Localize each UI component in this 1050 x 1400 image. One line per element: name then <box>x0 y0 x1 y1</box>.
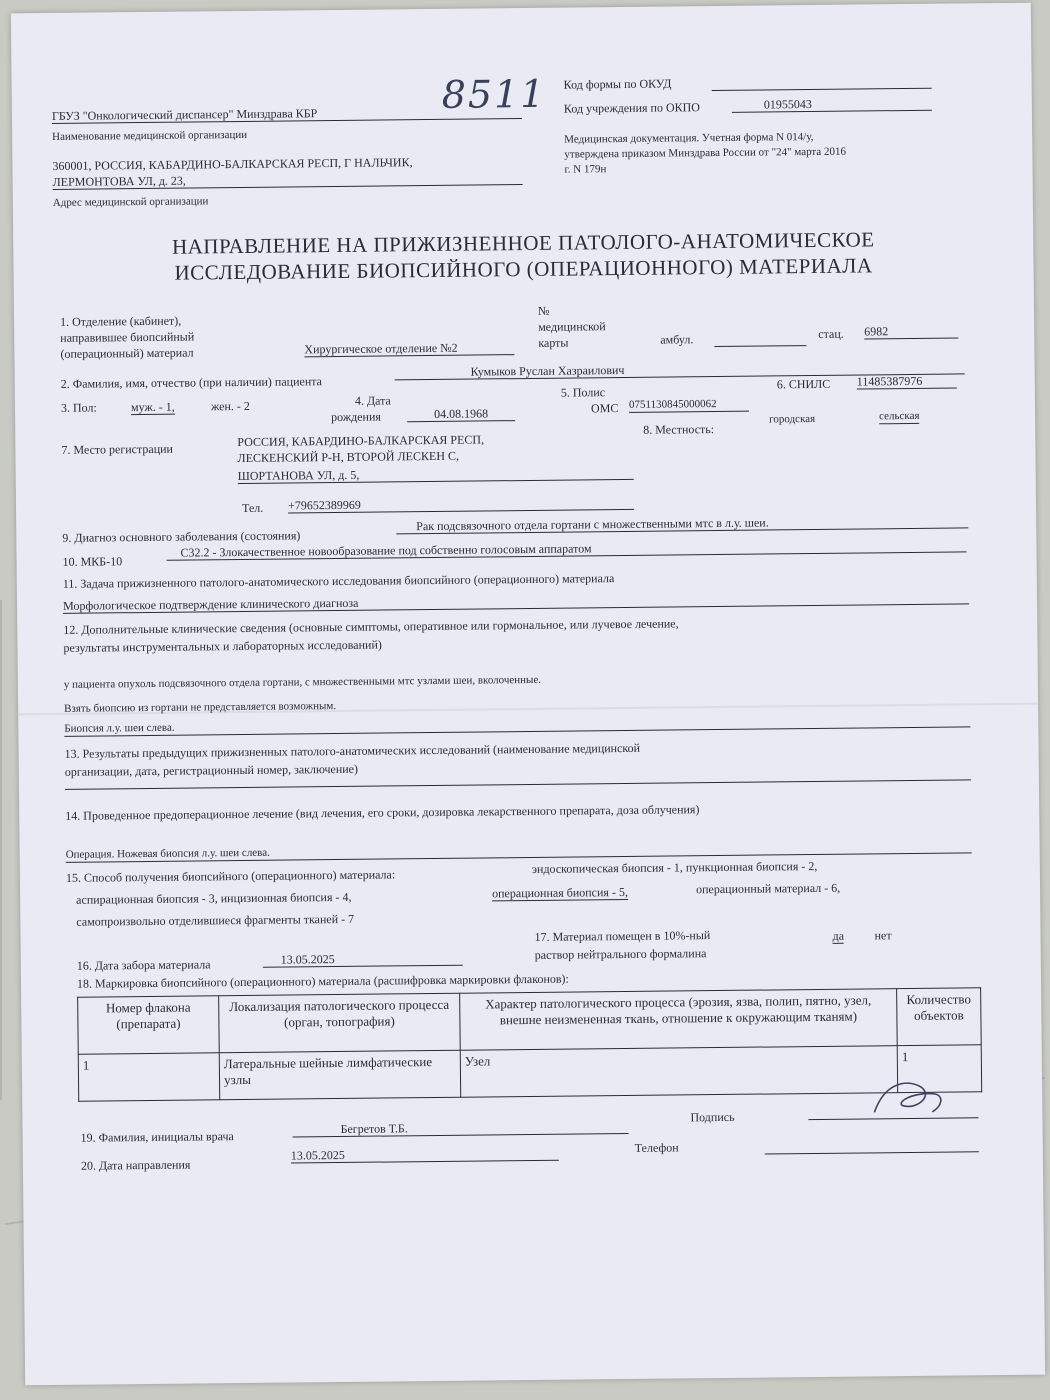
field10-label: 10. МКБ-10 <box>62 554 123 569</box>
field6-label: 6. СНИЛС <box>776 376 831 392</box>
specimen-table-header <box>78 988 982 1054</box>
field19-label: 19. Фамилия, инициалы врача <box>80 1129 234 1145</box>
field12-value1: у пациента опухоль подсвязочного отдела гортани, с множественными мтс узлами шеи, вколоченные. <box>63 673 542 691</box>
icd10-value: С32.2 - Злокачественное новообразование под собственно голосовым аппаратом <box>166 537 966 561</box>
field15-selected-option: операционная биопсия - 5, <box>492 884 628 901</box>
field15-options-line3: самопроизвольно отделившиеся фрагменты тканей - 7 <box>76 911 355 929</box>
handwritten-signature <box>864 1074 955 1125</box>
handwritten-number: 8511 <box>441 71 547 117</box>
field1-label-line2: направившее биопсийный <box>60 329 195 345</box>
document-title-line1: НАПРАВЛЕНИЕ НА ПРИЖИЗНЕННОЕ ПАТОЛОГО-АНАТОМИЧЕСКОЕ <box>171 227 875 259</box>
field8-label: 8. Местность: <box>643 422 715 437</box>
card-number-label-line2: медицинской <box>538 319 606 334</box>
form-note-line1: Медицинская документация. Учетная форма N 014/у, <box>564 130 814 146</box>
col-vial-number: Номер флакона (препарата) <box>78 996 220 1054</box>
field14-label: 14. Проведенное предоперационное лечение (вид лечения, его сроки, дозировка лекарственного препарата, доза облучения) <box>65 802 700 823</box>
formalin-yes: да <box>832 928 845 943</box>
field7-label: 7. Место регистрации <box>61 441 174 457</box>
stac-value: 6982 <box>864 323 958 339</box>
diagnosis-value: Рак подсвязочного отдела гортани с множественными мтс в л.у. шеи. <box>396 513 968 534</box>
field15-option1: эндоскопическая биопсия - 1, пункционная биопсия - 2, <box>531 858 818 876</box>
org-name-caption: Наименование медицинской организации <box>52 128 248 143</box>
registration-line1: РОССИЯ, КАБАРДИНО-БАЛКАРСКАЯ РЕСП, <box>237 432 485 450</box>
locality-rural: сельская <box>879 410 920 425</box>
field12-label-line2: результаты инструментальных и лабораторных исследований) <box>63 637 382 655</box>
okpo-value: 01955043 <box>732 96 932 113</box>
field13-line <box>65 779 971 789</box>
locality-city: городская <box>769 412 816 426</box>
form-note-line3: г. N 179н <box>564 163 607 176</box>
field18-label: 18. Маркировка биопсийного (операционного) материала (расшифровка маркировки флаконов): <box>76 971 569 991</box>
tel-value: +79652389969 <box>288 495 634 514</box>
stac-label: стац. <box>818 326 844 341</box>
field15-label: 15. Способ получения биопсийного (операционного) материала: <box>65 867 396 885</box>
field9-label: 9. Диагноз основного заболевания (состояния) <box>62 528 301 545</box>
field15-options-line2b: операционный материал - 6, <box>695 880 841 897</box>
phone-line <box>765 1151 979 1154</box>
field1-label-line1: 1. Отделение (кабинет), <box>60 313 182 329</box>
okud-line <box>712 88 932 91</box>
field11-value: Морфологическое подтверждение клинического диагноза <box>63 589 969 614</box>
field17-label-line1: 17. Материал помещен в 10%-ный <box>534 928 711 944</box>
col-object-count: Количество объектов <box>897 988 982 1046</box>
floor-tile-line <box>0 600 2 1100</box>
field16-value: 13.05.2025 <box>263 951 463 968</box>
sex-female-option: жен. - 2 <box>210 398 250 414</box>
field3-label: 3. Пол: <box>60 400 97 415</box>
field13-label-line2: организации, дата, регистрационный номер, заключение) <box>64 761 359 779</box>
card-number-label-line1: № <box>537 303 550 318</box>
registration-line2: ЛЕСКЕНСКИЙ Р-Н, ВТОРОЙ ЛЕСКЕН С, <box>237 448 460 466</box>
specimen-table <box>77 987 982 1101</box>
field13-label-line1: 13. Результаты предыдущих прижизненных патолого-анатомических исследований (наименование медицинской <box>64 740 641 761</box>
org-address-line1: 360001, РОССИЯ, КАБАРДИНО-БАЛКАРСКАЯ РЕСП, Г НАЛЬЧИК, <box>52 155 413 173</box>
cell-object-count: 1 <box>897 1045 981 1093</box>
field16-label: 16. Дата забора материала <box>76 957 211 973</box>
cell-localization: Латеральные шейные лимфатические узлы <box>219 1050 460 1100</box>
cell-process-nature: Узел <box>460 1046 897 1098</box>
sex-male-option: муж. - 1, <box>130 399 175 415</box>
field15-options-line2a: аспирационная биопсия - 3, инцизионная биопсия - 4, <box>76 889 352 907</box>
phone-label: Телефон <box>634 1140 679 1155</box>
formalin-no: нет <box>874 928 892 943</box>
field2-label: 2. Фамилия, имя, отчество (при наличии) пациента <box>60 374 323 391</box>
field11-label: 11. Задача прижизненного патолого-анатомического исследования биопсийного (операционного) материала <box>62 571 615 591</box>
oms-value: 0751130845000062 <box>629 398 749 413</box>
field12-value2: Взять биопсию из гортани не представляется возможным. <box>64 700 337 715</box>
document-title-line2: ИССЛЕДОВАНИЕ БИОПСИЙНОГО (ОПЕРАЦИОННОГО) МАТЕРИАЛА <box>174 253 873 285</box>
field14-value: Операция. Ножевая биопсия л.у. шеи слева. <box>66 839 972 863</box>
col-localization: Локализация патологического процесса (орган, топография) <box>219 993 461 1053</box>
field17-label-line2: раствор нейтрального формалина <box>534 946 707 962</box>
referral-form-sheet <box>11 3 1045 1386</box>
form-note-line2: утверждена приказом Минздрава России от "24" марта 2016 <box>564 145 847 161</box>
registration-line3: ШОРТАНОВА УЛ, д. 5, <box>238 465 634 485</box>
ambul-line <box>714 345 806 347</box>
field2-value: Кумыков Руслан Хазраилович <box>395 359 965 380</box>
cell-vial-number: 1 <box>78 1053 219 1101</box>
okpo-label: Код учреждения по ОКПО <box>563 100 700 116</box>
okud-label: Код формы по ОКУД <box>563 76 672 92</box>
field1-value: Хирургическое отделение №2 <box>304 340 514 358</box>
org-address-line2: ЛЕРМОНТОВА УЛ, д. 23, <box>53 170 523 190</box>
field4-label-line1: 4. Дата <box>354 393 391 408</box>
org-name: ГБУЗ "Онкологический диспансер" Минздрава КБР <box>52 104 522 124</box>
signature-label: Подпись <box>690 1109 735 1125</box>
ambul-label: амбул. <box>660 332 694 347</box>
field12-label-line1: 12. Дополнительные клинические сведения (основные симптомы, оперативное или гормональное, или лучевое лечение, <box>63 616 679 637</box>
field1-label-line3: (операционный) материал <box>60 345 194 361</box>
field5-label-line1: 5. Полис <box>560 385 606 400</box>
col-process-nature: Характер патологического процесса (эрозия, язва, полип, пятно, узел, внешне неизмененная ткань, отношение к окружающим тканям) <box>460 989 898 1051</box>
snils-value: 11485387976 <box>857 373 957 389</box>
birth-date-value: 04.08.1968 <box>407 406 515 423</box>
field4-label-line2: рождения <box>331 409 381 425</box>
table-row <box>78 1045 981 1101</box>
field20-label: 20. Дата направления <box>80 1157 191 1173</box>
doctor-name: Бегретов Т.Б. <box>292 1119 628 1138</box>
referral-date: 13.05.2025 <box>291 1146 559 1164</box>
field12-value3: Биопсия л.у. шеи слева. <box>64 713 970 737</box>
org-address-caption: Адрес медицинской организации <box>52 195 209 209</box>
tel-label: Тел. <box>241 500 264 515</box>
card-number-label-line3: карты <box>538 335 569 350</box>
field5-label-line2: ОМС <box>590 401 619 416</box>
